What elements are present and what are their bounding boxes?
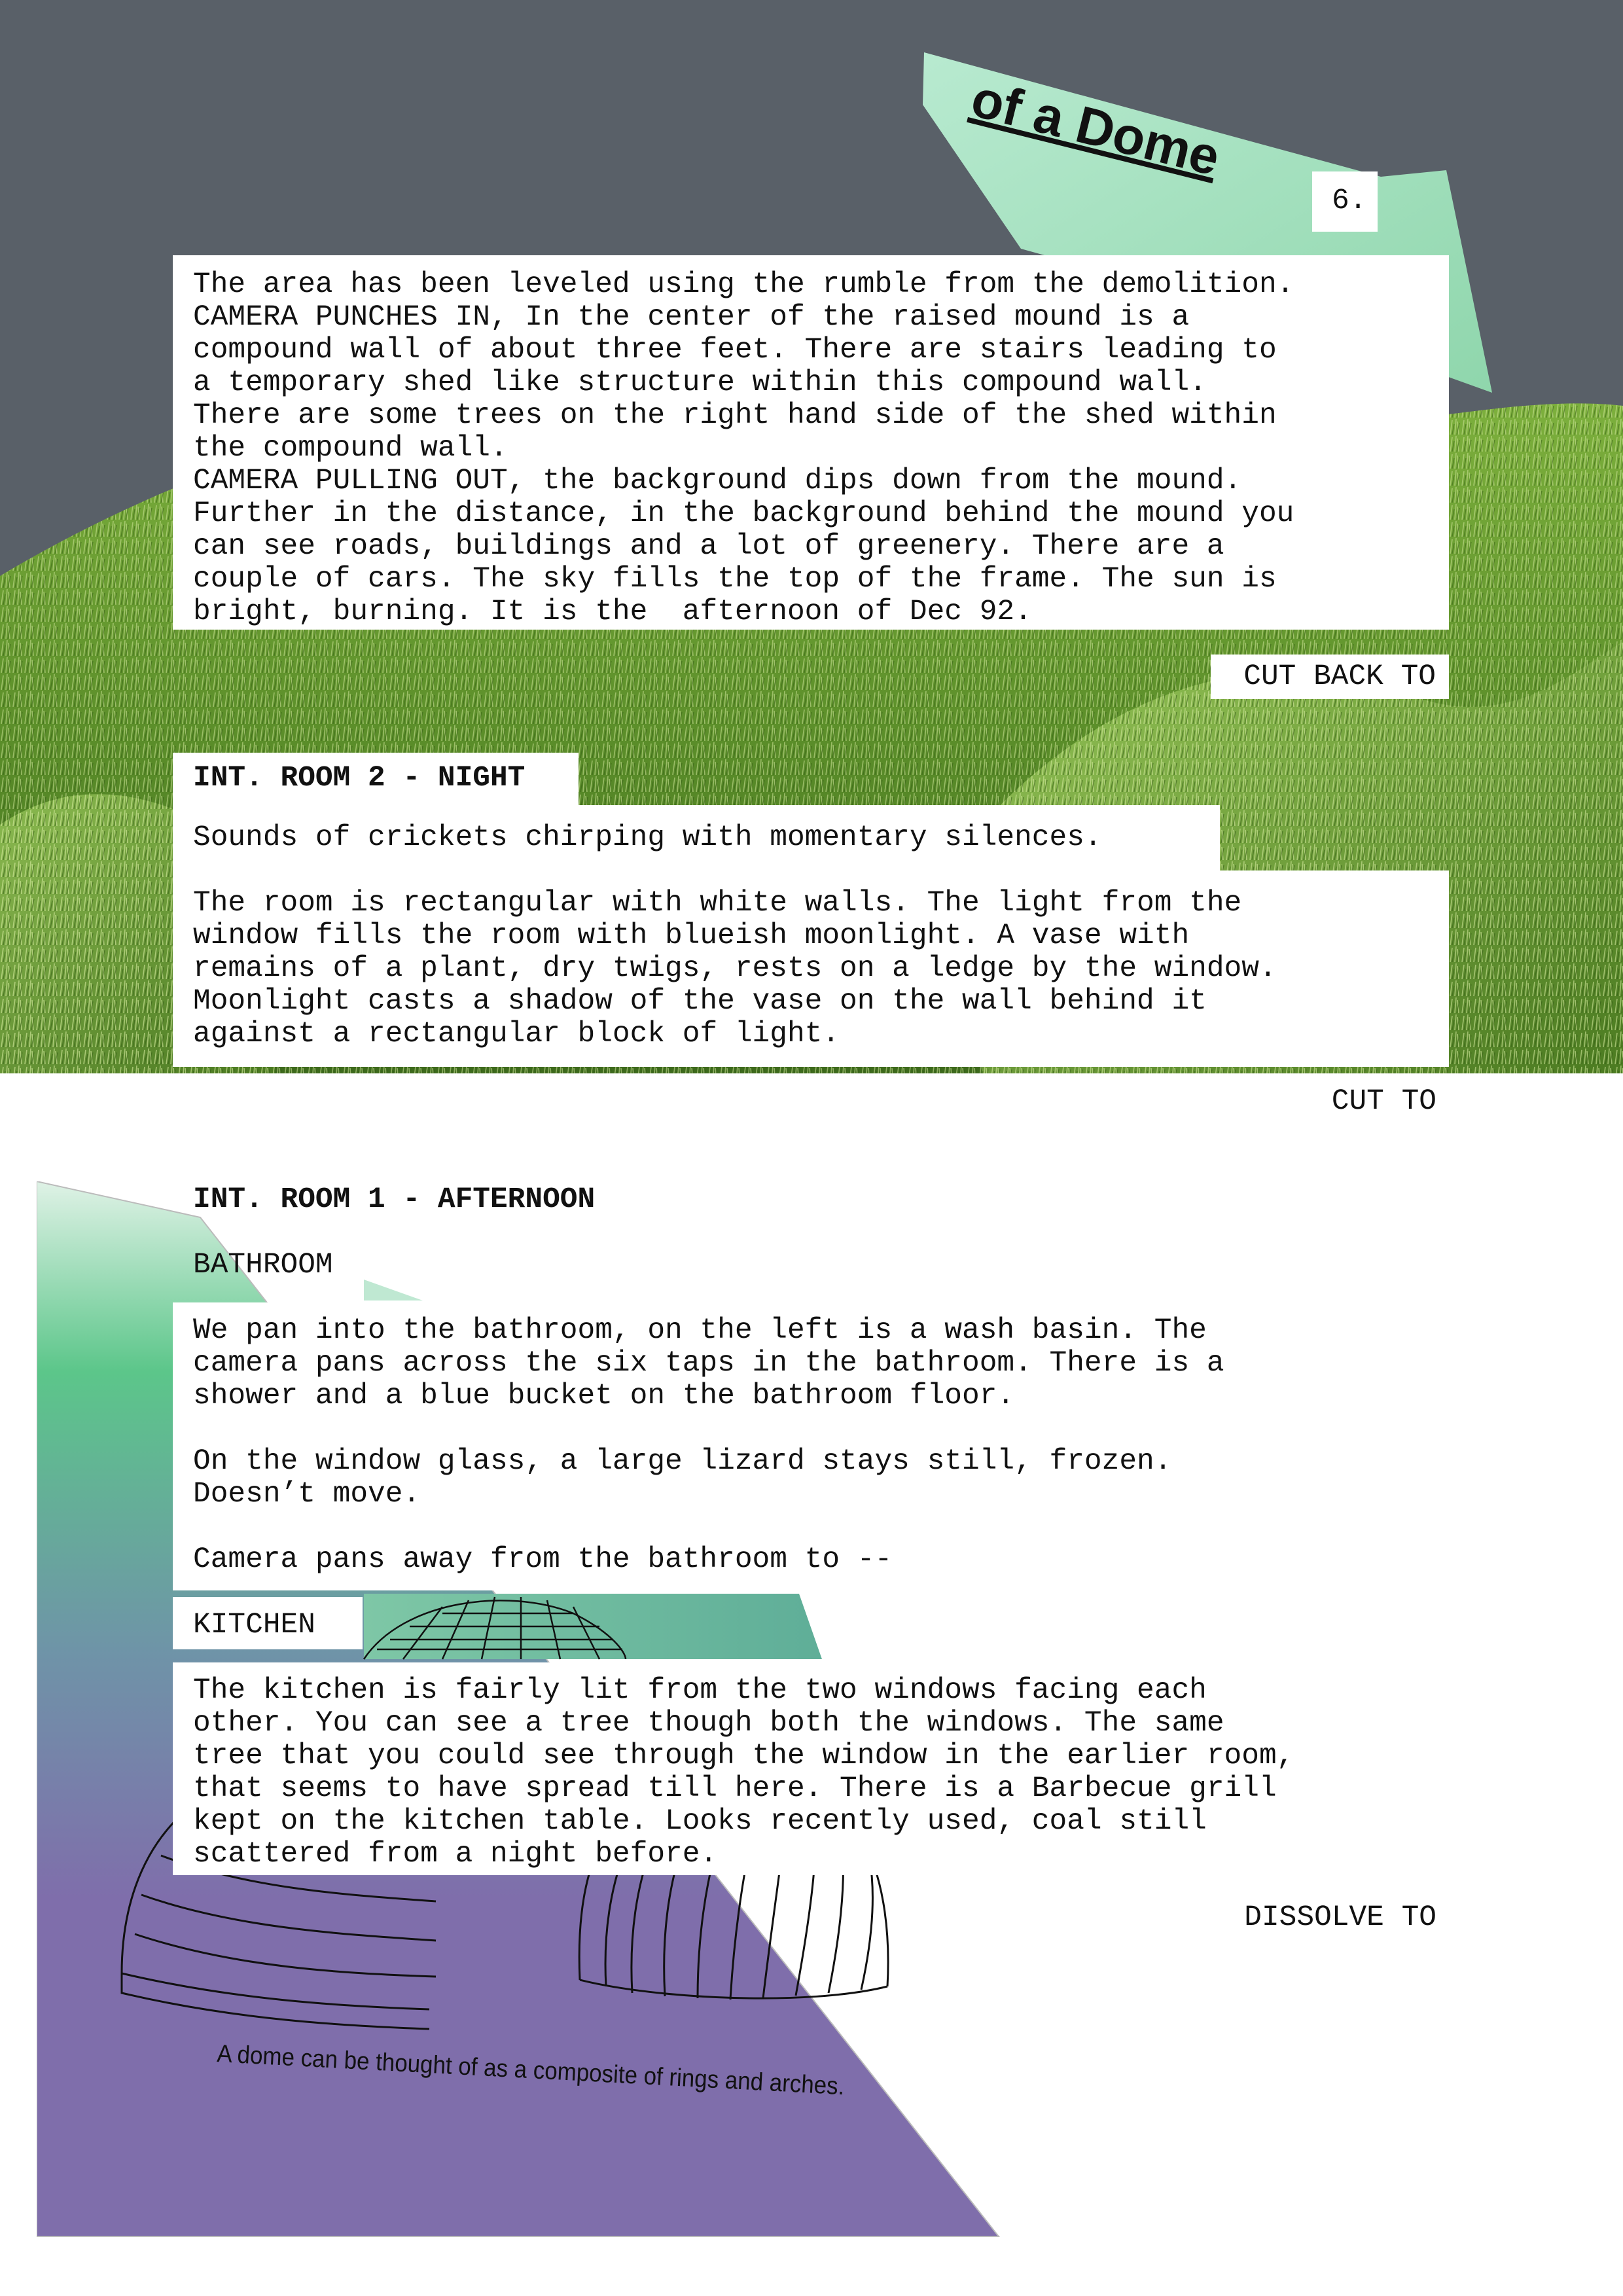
scene3-heading: INT. ROOM 1 - AFTERNOON <box>193 1183 596 1216</box>
scene2-transition: CUT TO <box>1331 1085 1436 1118</box>
scene1-action: The area has been leveled using the rumble from the demolition. CAMERA PUNCHES IN, In the center of the raised mound is a compound wall of about three feet. There are stairs leading to a temporary shed like structure within this compound wall. There are some trees on the right hand side of the shed within the compound wall. CAMERA PULLING OUT, the background dips down from the mound. Further in the distance, in the background behind the mound you can see roads, buildings and a lot of greenery. There are a couple of cars. The sky fills the top of the frame. The sun is bright, burning. It is the afternoon of Dec 92. <box>193 268 1294 628</box>
scene2-heading: INT. ROOM 2 - NIGHT <box>193 762 526 795</box>
scene2-sound-box <box>173 805 1220 870</box>
scene3-action-box <box>173 1302 1449 1590</box>
scene3-sub-kitchen: KITCHEN <box>193 1609 315 1641</box>
scene3-sub-bathroom: BATHROOM <box>193 1249 333 1282</box>
scene3-action4: The kitchen is fairly lit from the two windows facing each other. You can see a tree though both the windows. The same tree that you could see through the window in the earlier room, that seems to have spread till here. There is a Barbecue grill kept on the kitchen table. Looks recently used, coal still scattered from a night before. <box>193 1674 1294 1871</box>
scene3-action3: Camera pans away from the bathroom to -- <box>193 1543 893 1576</box>
scene3-transition: DISSOLVE TO <box>1244 1901 1436 1934</box>
page-number: 6. <box>1332 185 1367 217</box>
scene1-transition: CUT BACK TO <box>1243 660 1436 693</box>
scene2-sound: Sounds of crickets chirping with momentary silences. <box>193 821 1102 854</box>
scene1-action-box <box>173 255 1449 630</box>
scene3-kitchen-box <box>173 1662 1449 1875</box>
scene2-action-box <box>173 870 1449 1067</box>
scene3-action1: We pan into the bathroom, on the left is a wash basin. The camera pans across the six taps in the bathroom. There is a shower and a blue bucket on the bathroom floor. <box>193 1314 1224 1412</box>
scene2-action: The room is rectangular with white walls. The light from the window fills the room with blueish moonlight. A vase with remains of a plant, dry twigs, rests on a ledge by the window. Moonlight casts a shadow of the vase on the wall behind it against a rectangular block of light. <box>193 887 1277 1050</box>
page-number-box <box>1312 171 1378 232</box>
dome-title-fragment: of a Dome <box>965 69 1226 187</box>
scene3-action2: On the window glass, a large lizard stays still, frozen. Doesn’t move. <box>193 1445 1172 1511</box>
dome-caption: A dome can be thought of as a composite of rings and arches. <box>216 2040 900 2104</box>
scene2-heading-box <box>173 753 579 805</box>
scene3-sub-kitchen-box <box>173 1597 363 1649</box>
scene1-transition-box <box>1211 655 1449 699</box>
